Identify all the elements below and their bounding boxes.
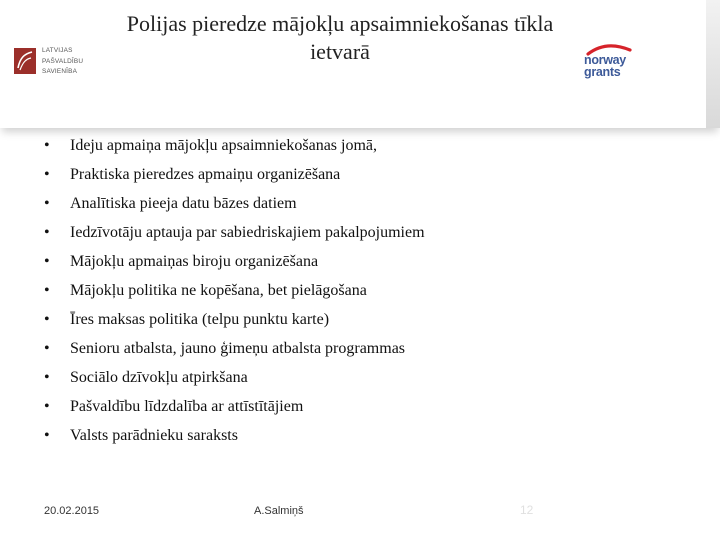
bullet-text: Īres maksas politika (telpu punktu karte) [70, 311, 330, 328]
bullet-icon: • [44, 137, 50, 154]
bullet-icon: • [44, 398, 50, 415]
slide-title [90, 10, 590, 66]
bullet-icon: • [44, 427, 50, 444]
bullet-text: Mājokļu apmaiņas biroju organizēšana [70, 253, 319, 270]
bullet-text: Iedzīvotāju aptauja par sabiedriskajiem pakalpojumiem [70, 224, 425, 241]
bullet-text: Valsts parādnieku saraksts [70, 427, 238, 444]
page-number: 12 [520, 503, 534, 517]
norway-word: norway [584, 53, 626, 67]
bullet-text: Senioru atbalsta, jauno ģimeņu atbalsta programmas [70, 340, 406, 357]
bullet-icon: • [44, 282, 50, 299]
bullet-text: Ideju apmaiņa mājokļu apsaimniekošanas jomā, [70, 137, 378, 154]
lps-line-2: PAŠVALDĪBU [42, 57, 84, 65]
bullet-text: Analītiska pieeja datu bāzes datiem [70, 195, 297, 212]
latvijas-pasvaldibu-savieniba-logo [14, 46, 94, 78]
decorative-strip [706, 0, 720, 128]
lps-line-1: LATVIJAS [42, 47, 73, 54]
bullet-text: Sociālo dzīvokļu atpirkšana [70, 369, 248, 386]
footer-date: 20.02.2015 [44, 505, 100, 517]
bullet-icon: • [44, 369, 50, 386]
lps-line-3: SAVIENĪBA [42, 68, 78, 75]
bullet-text: Praktiska pieredzes apmaiņu organizēšana [70, 166, 341, 183]
lps-logo-text [42, 46, 83, 78]
bullet-icon: • [44, 224, 50, 241]
footer-author: A.Salmiņš [254, 505, 304, 517]
bullet-icon: • [44, 340, 50, 357]
title-line-1: Polijas pieredze mājokļu apsaimniekošanas tīkla [126, 11, 554, 36]
bullet-text: Mājokļu politika ne kopēšana, bet pielāgošana [70, 282, 367, 299]
bullet-icon: • [44, 166, 50, 183]
grants-word: grants [584, 65, 621, 79]
bullet-icon: • [44, 195, 50, 212]
lps-emblem-icon [14, 48, 36, 74]
norway-grants-logo [580, 42, 640, 82]
title-line-2: ietvarā [310, 39, 370, 64]
bullet-text: Pašvaldību līdzdalība ar attīstītājiem [70, 398, 304, 415]
bullet-icon: • [44, 253, 50, 270]
bullet-icon: • [44, 311, 50, 328]
